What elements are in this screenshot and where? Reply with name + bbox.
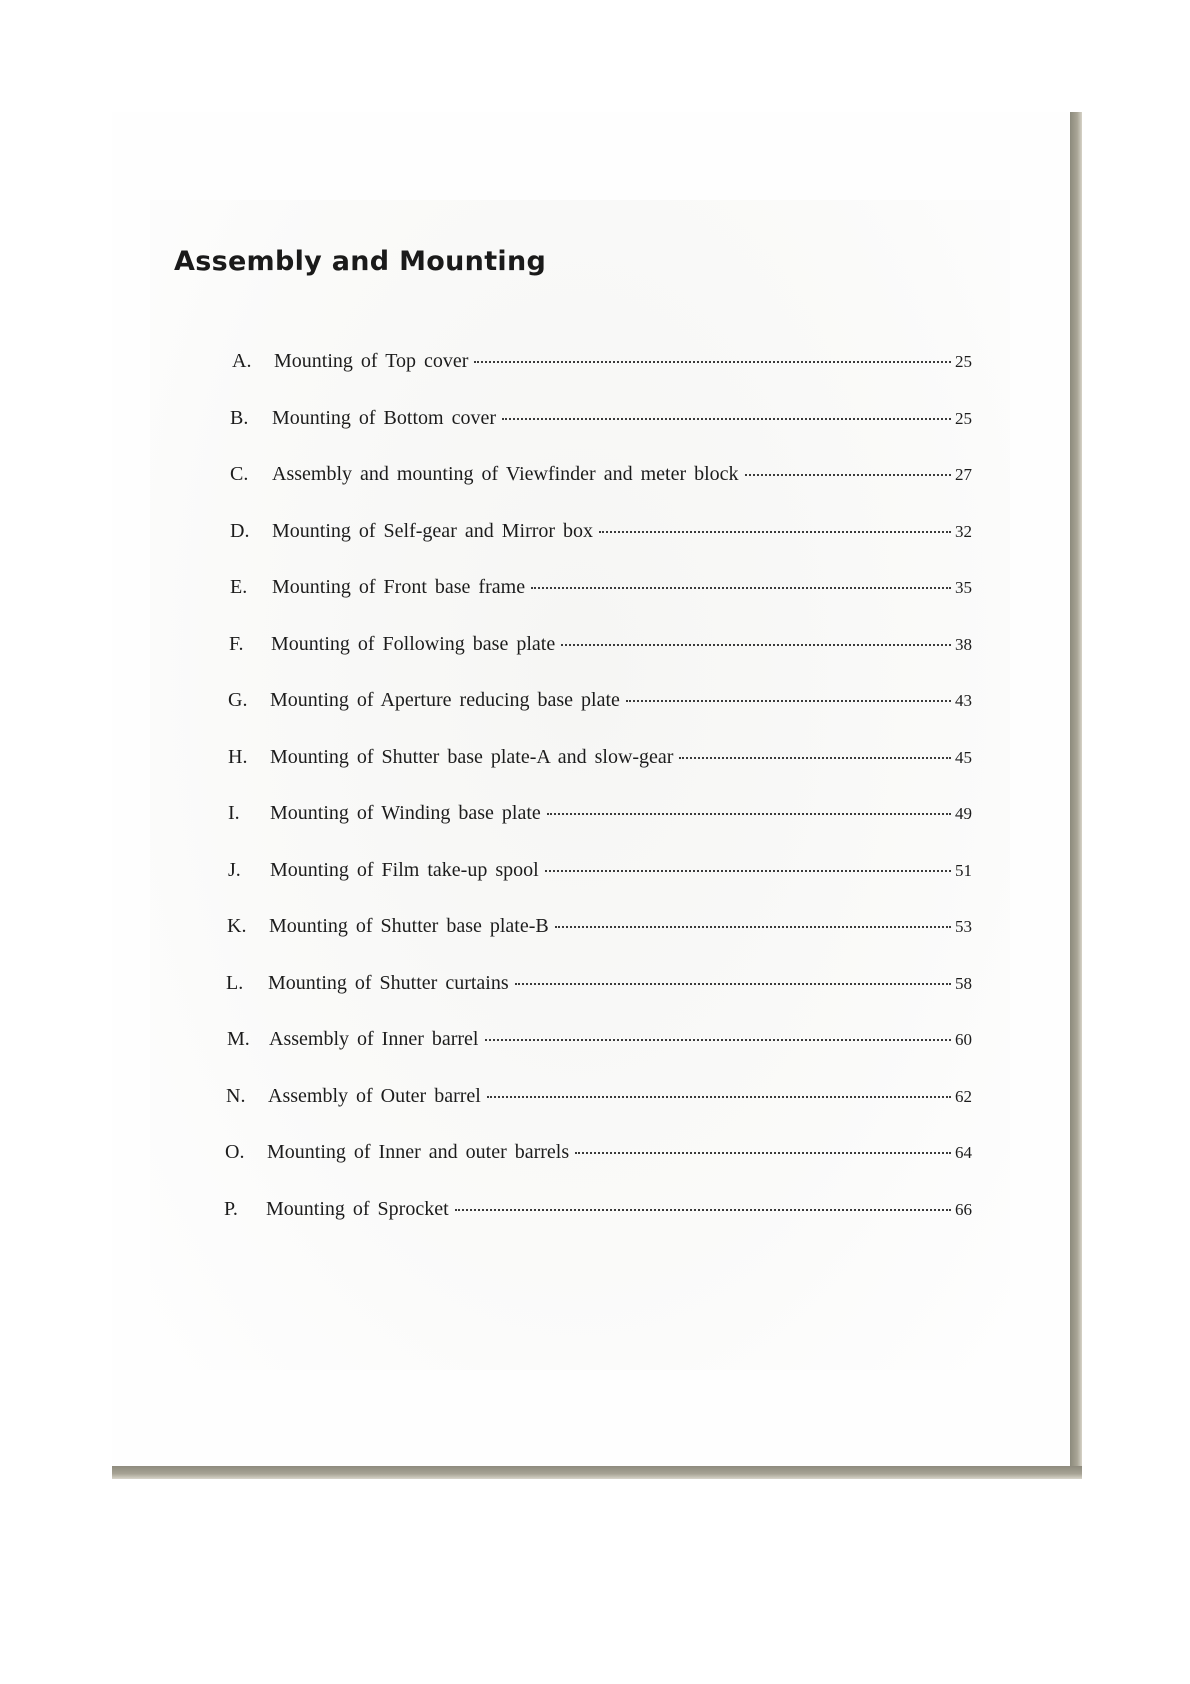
toc-entry-page-number: 60 — [955, 1030, 972, 1049]
toc-entry — [224, 1198, 972, 1255]
toc-dot-leader — [485, 1038, 952, 1041]
toc-entry-title: Mounting of Winding base plate — [270, 802, 541, 824]
toc-entry-page-number: 53 — [955, 917, 972, 936]
toc-entry-letter: A. — [232, 350, 252, 372]
page-title: Assembly and Mounting — [174, 246, 547, 277]
toc-entry-page-number: 64 — [955, 1143, 972, 1162]
toc-entry-letter: M. — [227, 1028, 250, 1050]
toc-entry-page-number: 35 — [955, 578, 972, 597]
toc-entry — [230, 463, 972, 520]
toc-entry — [228, 802, 972, 859]
toc-entry — [226, 972, 972, 1029]
toc-entry-letter: H. — [228, 745, 248, 768]
toc-entry-letter: N. — [226, 1084, 246, 1107]
table-of-contents — [224, 350, 972, 1254]
toc-entry-page-number: 38 — [955, 634, 972, 654]
toc-entry-title: Mounting of Self-gear and Mirror box — [272, 519, 594, 542]
toc-entry-page-number: 25 — [955, 352, 972, 371]
toc-entry-title: Mounting of Inner and outer barrels — [267, 1141, 570, 1163]
toc-entry-letter: B. — [230, 406, 249, 429]
toc-entry-letter: O. — [225, 1141, 245, 1163]
toc-entry-title: Mounting of Shutter base plate-A and slow-gear — [270, 745, 674, 768]
toc-dot-leader — [455, 1208, 951, 1211]
toc-entry-title: Mounting of Following base plate — [271, 632, 556, 655]
toc-entry-letter: J. — [228, 858, 241, 881]
toc-entry-title: Mounting of Top cover — [274, 350, 469, 372]
toc-entry-title: Mounting of Film take-up spool — [270, 858, 539, 881]
toc-entry-page-number: 62 — [955, 1086, 972, 1106]
toc-entry — [225, 1141, 972, 1198]
toc-entry-letter: P. — [224, 1197, 238, 1220]
toc-entry-letter: G. — [228, 689, 248, 711]
toc-entry-letter: L. — [226, 971, 244, 994]
toc-dot-leader — [626, 699, 951, 702]
toc-entry-title: Mounting of Shutter base plate-B — [269, 915, 549, 937]
toc-entry-page-number: 43 — [955, 691, 972, 710]
toc-dot-leader — [745, 473, 951, 476]
toc-dot-leader — [531, 586, 951, 589]
toc-dot-leader — [515, 982, 951, 985]
toc-entry-page-number: 49 — [955, 804, 972, 823]
page-shadow-right — [1070, 112, 1082, 1479]
toc-entry-title: Assembly of Outer barrel — [268, 1084, 481, 1107]
toc-entry — [230, 520, 972, 577]
toc-entry-letter: C. — [230, 463, 249, 485]
toc-entry-title: Assembly of Inner barrel — [269, 1028, 479, 1050]
toc-entry-page-number: 58 — [955, 973, 972, 993]
toc-dot-leader — [502, 417, 951, 420]
toc-entry-page-number: 45 — [955, 747, 972, 767]
toc-entry — [232, 350, 972, 407]
toc-entry — [226, 1085, 972, 1142]
page-shadow-bottom — [112, 1466, 1082, 1479]
toc-entry — [228, 689, 972, 746]
toc-entry — [228, 859, 972, 916]
toc-entry-title: Mounting of Aperture reducing base plate — [270, 689, 620, 711]
toc-entry-page-number: 25 — [955, 408, 972, 428]
toc-entry-letter: K. — [227, 915, 247, 937]
toc-dot-leader — [555, 925, 951, 928]
toc-entry-letter: F. — [229, 632, 244, 655]
toc-entry-page-number: 32 — [955, 521, 972, 541]
toc-entry — [229, 633, 972, 690]
toc-entry — [228, 746, 972, 803]
toc-entry — [230, 407, 972, 464]
toc-entry-letter: D. — [230, 519, 250, 542]
toc-dot-leader — [679, 756, 951, 759]
toc-entry-title: Mounting of Sprocket — [266, 1197, 449, 1220]
toc-entry-page-number: 51 — [955, 860, 972, 880]
toc-entry-title: Mounting of Bottom cover — [272, 406, 496, 429]
toc-entry-letter: E. — [230, 576, 248, 598]
toc-dot-leader — [575, 1151, 951, 1154]
toc-entry-title: Mounting of Front base frame — [272, 576, 526, 598]
toc-entry — [227, 915, 972, 972]
toc-dot-leader — [547, 812, 951, 815]
toc-dot-leader — [599, 530, 951, 533]
toc-entry — [227, 1028, 972, 1085]
toc-entry-title: Assembly and mounting of Viewfinder and meter block — [272, 463, 739, 485]
toc-entry-letter: I. — [228, 802, 240, 824]
toc-dot-leader — [487, 1095, 951, 1098]
toc-entry-page-number: 66 — [955, 1199, 972, 1219]
toc-dot-leader — [561, 643, 951, 646]
toc-entry-title: Mounting of Shutter curtains — [268, 971, 509, 994]
toc-entry — [230, 576, 972, 633]
toc-dot-leader — [474, 360, 951, 363]
toc-dot-leader — [545, 869, 951, 872]
toc-entry-page-number: 27 — [955, 465, 972, 484]
